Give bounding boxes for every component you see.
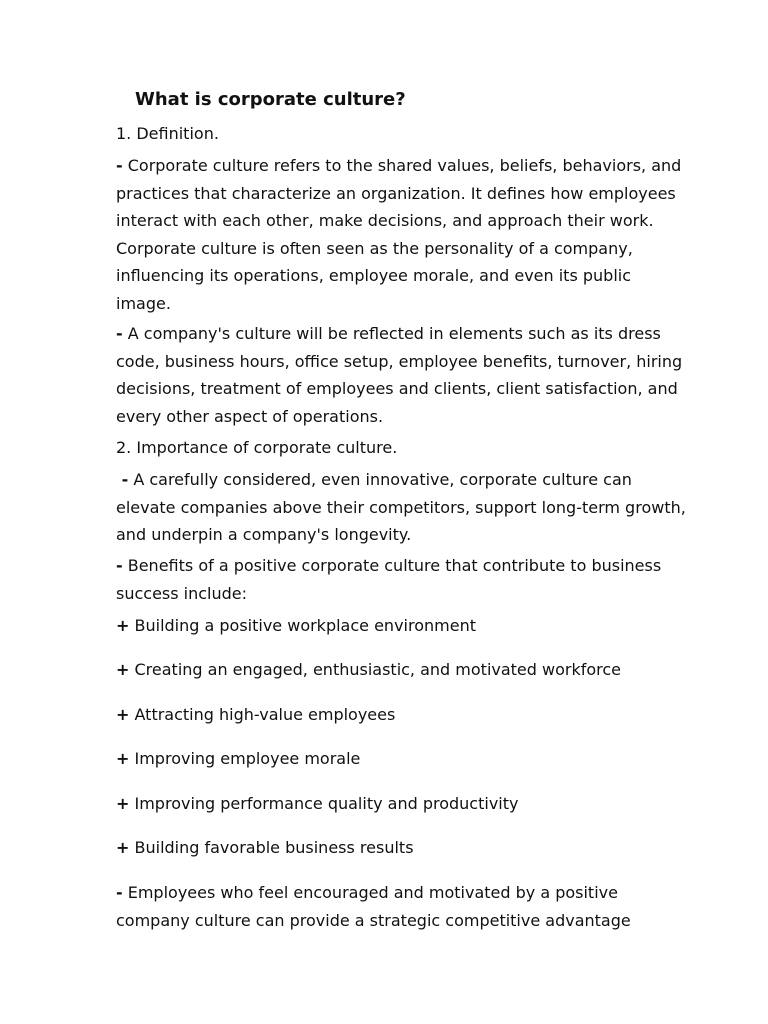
paragraph-text: Benefits of a positive corporate culture that contribute to business success include: xyxy=(116,556,662,603)
paragraph-text: A company's culture will be reflected in elements such as its dress code, business hours, office setup, employee benefits, turnover, hiring decisions, treatment of employees and clients, client satisfaction, and every other aspect of operations. xyxy=(116,324,683,426)
dash-marker: - xyxy=(116,470,129,489)
benefit-list-item xyxy=(116,656,621,684)
benefit-text: Improving employee morale xyxy=(134,749,361,768)
plus-marker: + xyxy=(116,705,130,724)
paragraph-definition xyxy=(116,152,686,318)
section-heading-importance: 2. Importance of corporate culture. xyxy=(116,438,398,457)
paragraph-importance xyxy=(116,466,691,549)
paragraph-text: Corporate culture refers to the shared values, beliefs, behaviors, and practices that characterize an organization. It defines how employees interact with each other, make decisions, and approach their work. Corporate culture is often seen as the personality of a company, influencing its operations, employee morale, and even its public image. xyxy=(116,156,682,313)
benefit-list-item xyxy=(116,834,414,862)
benefit-list-item xyxy=(116,745,360,773)
benefit-text: Improving performance quality and productivity xyxy=(134,794,519,813)
paragraph-text: Employees who feel encouraged and motivated by a positive company culture can provide a strategic competitive advantage xyxy=(116,883,631,930)
plus-marker: + xyxy=(116,749,130,768)
section-heading-definition: 1. Definition. xyxy=(116,124,219,143)
dash-marker: - xyxy=(116,324,123,343)
benefit-text: Attracting high-value employees xyxy=(134,705,396,724)
benefit-text: Creating an engaged, enthusiastic, and motivated workforce xyxy=(134,660,622,679)
paragraph-culture-elements xyxy=(116,320,686,430)
plus-marker: + xyxy=(116,660,130,679)
plus-marker: + xyxy=(116,616,130,635)
benefit-list-item xyxy=(116,701,395,729)
dash-marker: - xyxy=(116,156,123,175)
paragraph-competitive-advantage xyxy=(116,879,686,934)
plus-marker: + xyxy=(116,838,130,857)
paragraph-text: A carefully considered, even innovative, corporate culture can elevate companies above their competitors, support long-term growth, and underpin a company's longevity. xyxy=(116,470,691,545)
benefit-list-item xyxy=(116,612,476,640)
plus-marker: + xyxy=(116,794,130,813)
paragraph-benefits-intro xyxy=(116,552,686,607)
benefit-list-item xyxy=(116,790,518,818)
benefit-text: Building favorable business results xyxy=(134,838,414,857)
dash-marker: - xyxy=(116,883,123,902)
benefit-text: Building a positive workplace environment xyxy=(134,616,476,635)
document-title: What is corporate culture? xyxy=(135,89,406,110)
dash-marker: - xyxy=(116,556,123,575)
